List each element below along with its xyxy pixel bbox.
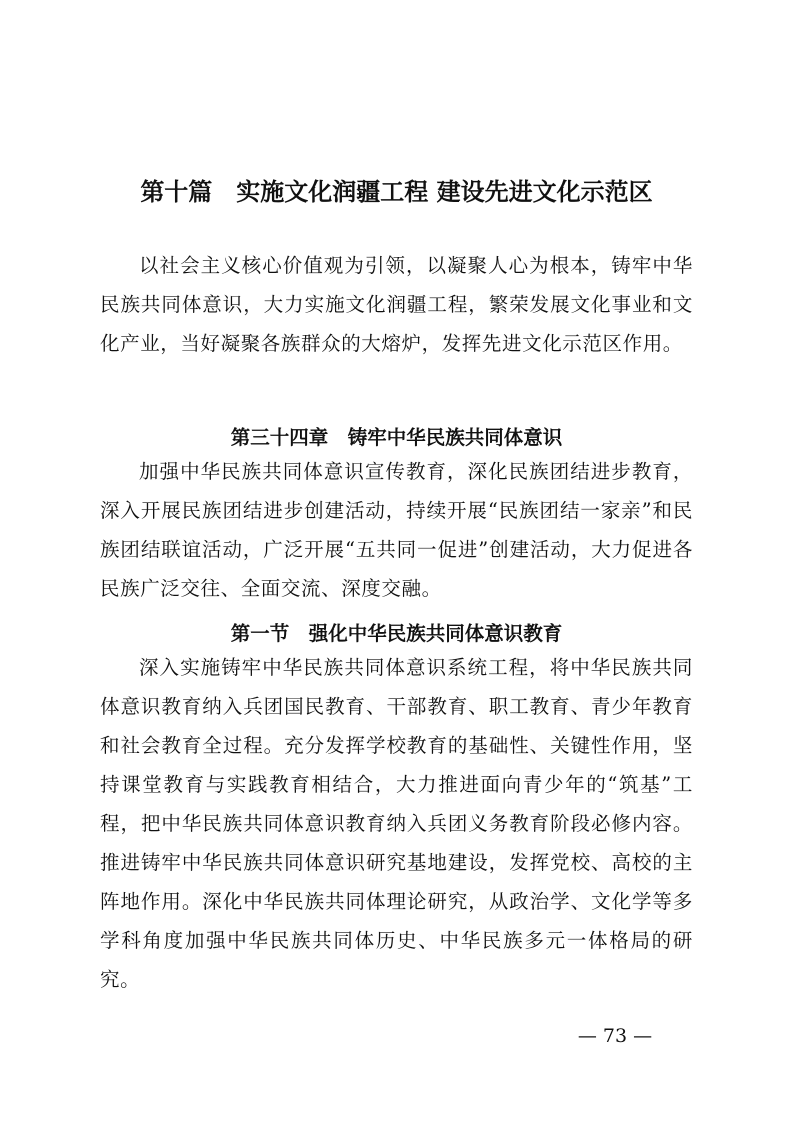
chapter-title: 第三十四章 铸牢中华民族共同体意识 [230, 426, 563, 449]
page-number: — 73 — [577, 1025, 653, 1047]
chapter-paragraph: 加强中华民族共同体意识宣传教育，深化民族团结进步教育，深入开展民族团结进步创建活动，持续开展“民族团结一家亲”和民族团结联谊活动，广泛开展“五共同一促进”创建活动，大力促进各民族广泛交往、全面交流、深度交融。 [100, 460, 693, 600]
section-title: 第一节 强化中华民族共同体意识教育 [230, 622, 563, 645]
section-paragraph: 深入实施铸牢中华民族共同体意识系统工程，将中华民族共同体意识教育纳入兵团国民教育、干部教育、职工教育、青少年教育和社会教育全过程。充分发挥学校教育的基础性、关键性作用，坚持课堂教育与实践教育相结合，大力推进面向青少年的“筑基”工程，把中华民族共同体意识教育纳入兵团义务教育阶段必修内容。推进铸牢中华民族共同体意识研究基地建设，发挥党校、高校的主阵地作用。深化中华民族共同体理论研究，从政治学、文化学等多学科角度加强中华民族共同体历史、中华民族多元一体格局的研究。 [100, 656, 693, 991]
part-title: 第十篇 实施文化润疆工程 建设先进文化示范区 [140, 177, 653, 206]
intro-paragraph: 以社会主义核心价值观为引领，以凝聚人心为根本，铸牢中华民族共同体意识，大力实施文化润疆工程，繁荣发展文化事业和文化产业，当好凝聚各族群众的大熔炉，发挥先进文化示范区作用。 [100, 254, 693, 355]
